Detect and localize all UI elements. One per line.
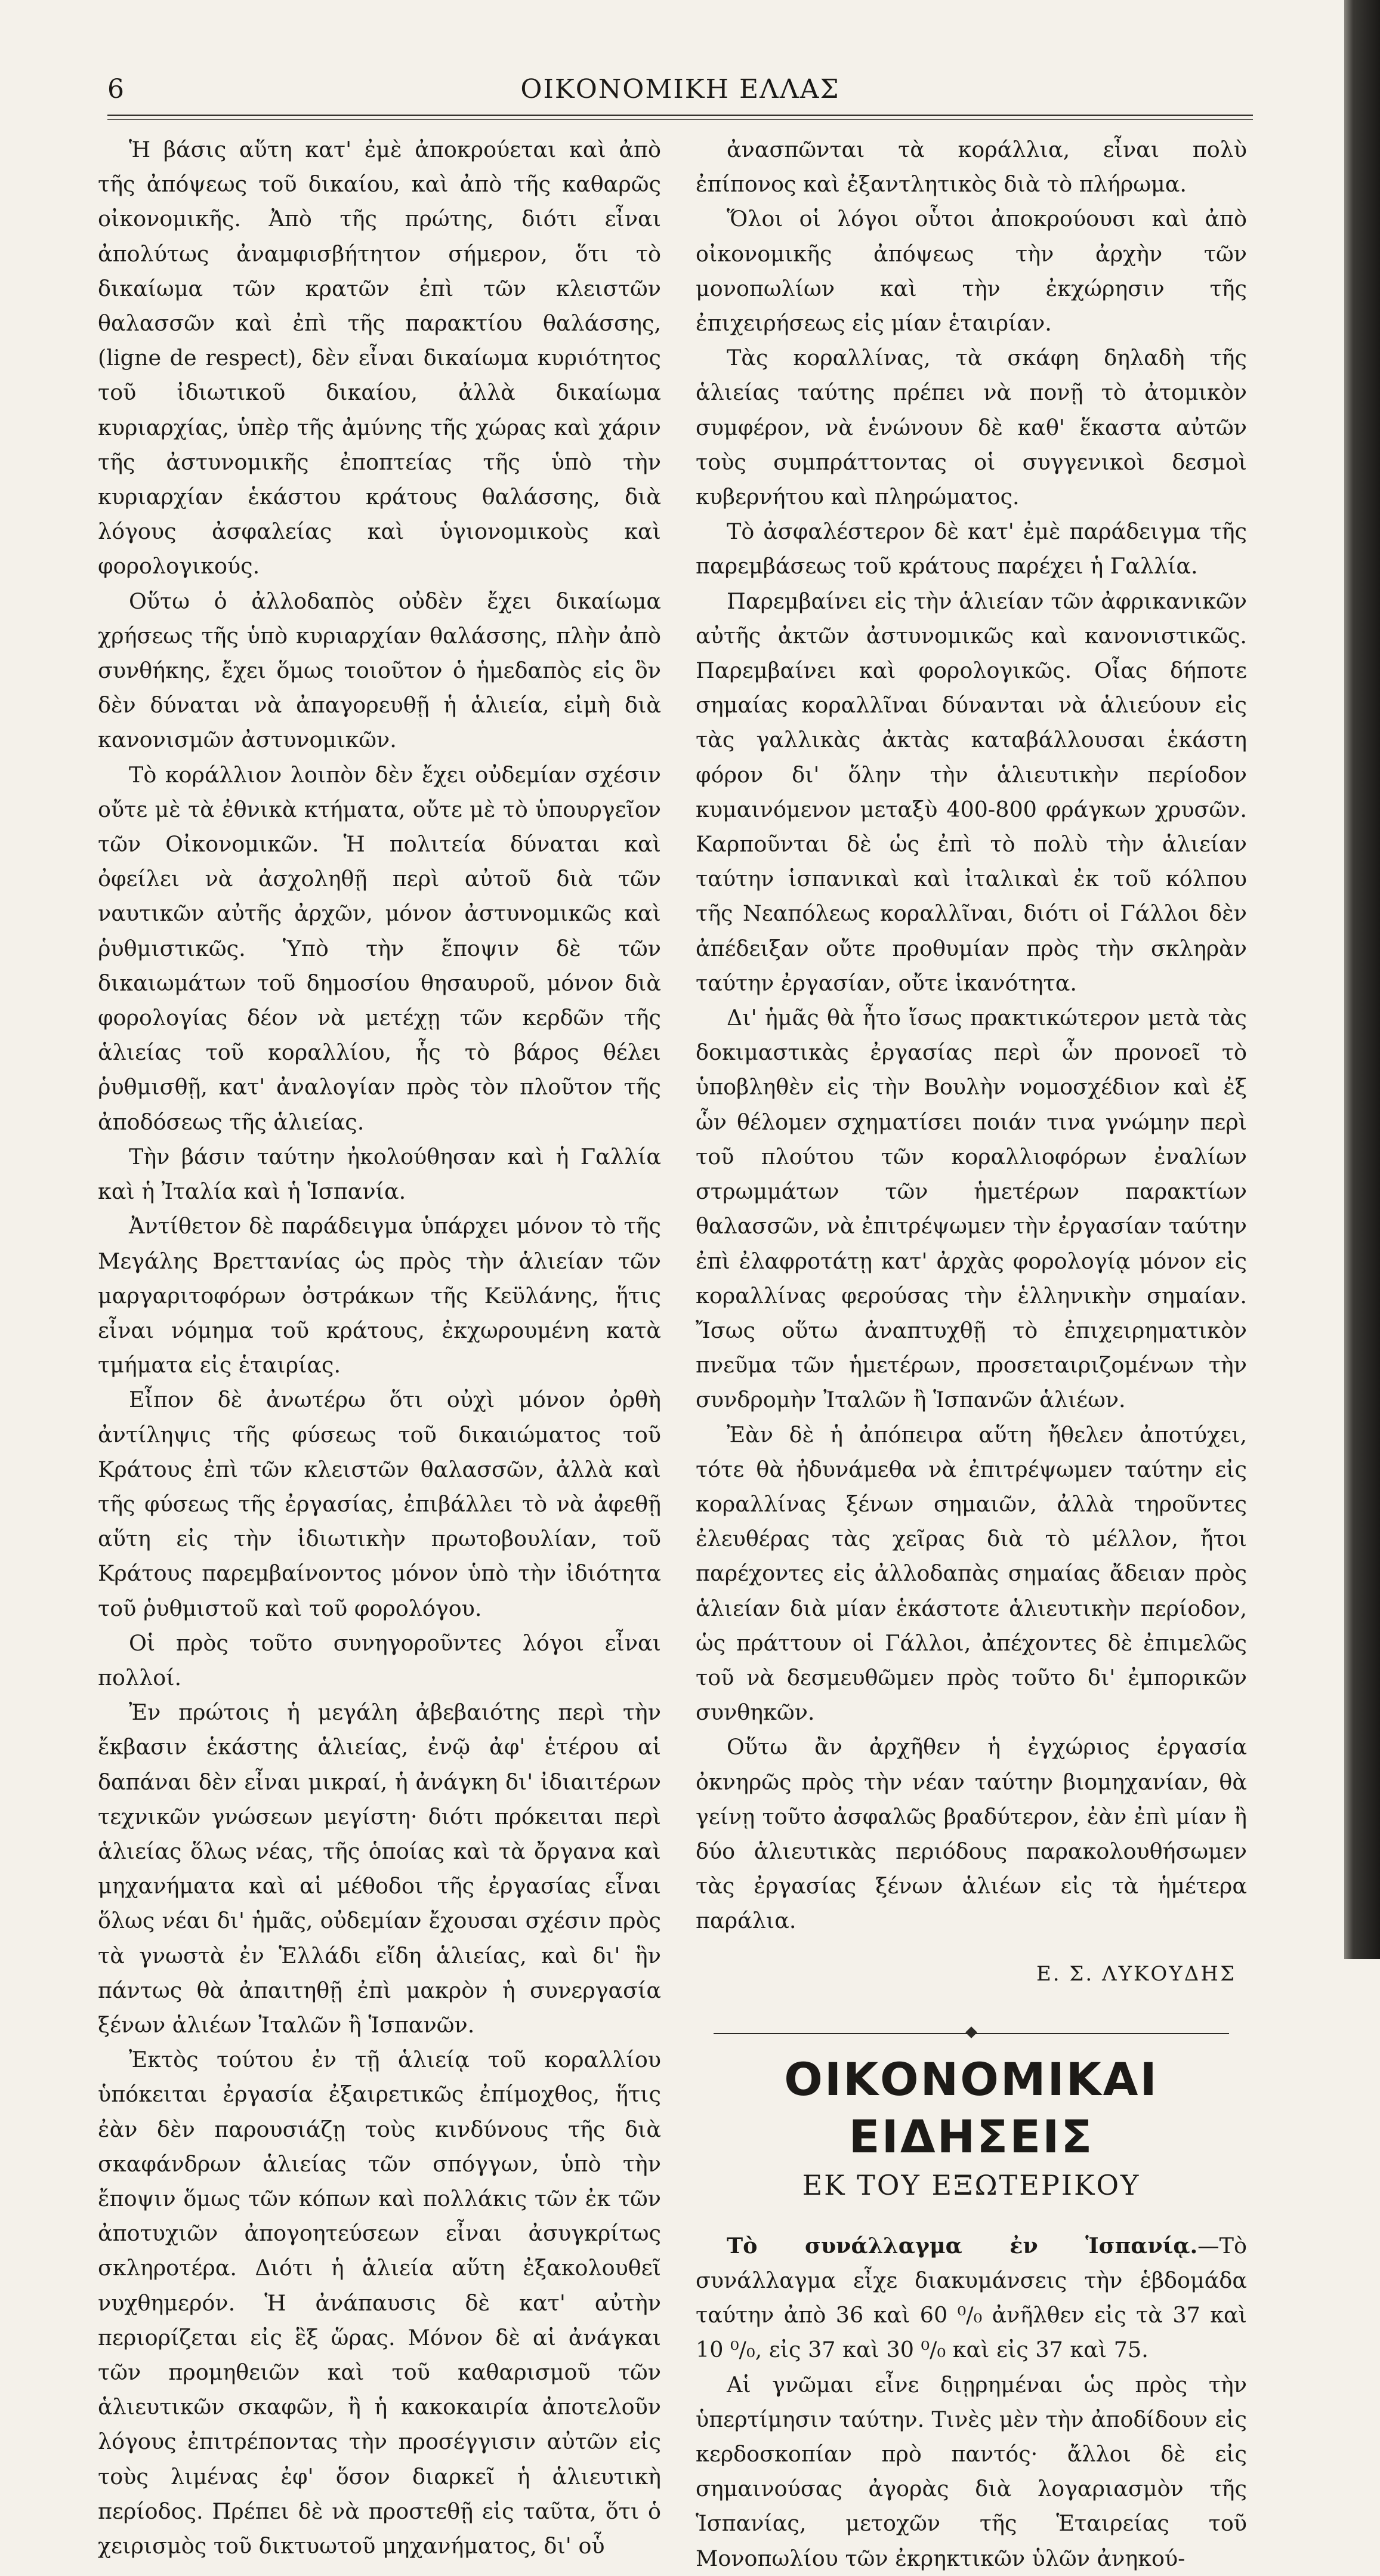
- running-head: [107, 67, 1253, 115]
- author-signature: Ε. Σ. ΛΥΚΟΥΔΗΣ: [1036, 1961, 1236, 1986]
- paragraph: Ἡ βάσις αὕτη κατ' ἐμὲ ἀποκρούεται καὶ ἀπὸ τῆς ἀπόψεως τοῦ δικαίου, καὶ ἀπὸ τῆς καθαρῶς οἰκονομικῆς. Ἀπὸ τῆς πρώτης, διότι εἶναι ἀπολύτως ἀναμφισβήτητον σήμερον, ὅτι τὸ δικαίωμα τῶν κρατῶν ἐπὶ τῶν κλειστῶν θαλασσῶν καὶ ἐπὶ τῆς παρακτίου θαλάσσης, (ligne de respect), δὲν εἶναι δικαίωμα κυριότητος τοῦ ἰδιωτικοῦ δικαίου, ἀλλὰ δικαίωμα κυριαρχίας, ὑπὲρ τῆς ἀμύνης τῆς χώρας καὶ χάριν τῆς ἀστυνομικῆς ἐποπτείας τῆς ὑπὸ τὴν κυριαρχίαν ἑκάστου κράτους θαλάσσης, διὰ λόγους ἀσφαλείας καὶ ὑγιονομικοὺς καὶ φορολογικούς.: [98, 137, 661, 579]
- paragraph: Τὴν βάσιν ταύτην ἠκολούθησαν καὶ ἡ Γαλλία καὶ ἡ Ἰταλία καὶ ἡ Ἱσπανία.: [98, 1143, 661, 1205]
- page-number: 6: [107, 74, 124, 104]
- right-column: [696, 132, 1247, 2576]
- header-rule: [107, 115, 1253, 116]
- paragraph: Τὰς κοραλλίνας, τὰ σκάφη δηλαδὴ τῆς ἁλιείας ταύτης πρέπει νὰ πονῇ τὸ ἀτομικὸν συμφέρον, νὰ ἑνώνουν δὲ καθ' ἕκαστα αὐτῶν τοὺς συμπράττοντας οἱ συγγενικοὶ δεσμοὶ κυβερνήτου καὶ πληρώματος.: [696, 345, 1247, 510]
- news-item: [696, 2229, 1247, 2368]
- paragraph: Τὸ ἀσφαλέστερον δὲ κατ' ἐμὲ παράδειγμα τῆς παρεμβάσεως τοῦ κράτους παρέχει ἡ Γαλλία.: [696, 519, 1247, 579]
- paragraph: Δι' ἡμᾶς θὰ ἦτο ἴσως πρακτικώτερον μετὰ τὰς δοκιμαστικὰς ἐργασίας περὶ ὧν προνοεῖ τὸ ὑποβληθὲν εἰς τὴν Βουλὴν νομοσχέδιον καὶ ἐξ ὧν θέλομεν σχηματίσει ποιάν τινα γνώμην περὶ τοῦ πλούτου τῶν κοραλλιοφόρων ἐναλίων στρωμμάτων τῶν ἡμετέρων παρακτίων θαλασσῶν, νὰ ἐπιτρέψωμεν τὴν ἐργασίαν ταύτην ἐπὶ ἐλαφροτάτῃ κατ' ἀρχὰς φορολογίᾳ μόνον εἰς κοραλλίνας φερούσας τὴν ἑλληνικὴν σημαίαν. Ἴσως οὕτω ἀναπτυχθῇ τὸ ἐπιχειρηματικὸν πνεῦμα τῶν ἡμετέρων, προσεταιριζομένων τὴν συνδρομὴν Ἰταλῶν ἢ Ἱσπανῶν ἁλιέων.: [696, 1005, 1247, 1413]
- header-rule-thin: [107, 119, 1253, 120]
- paragraph: Τὸ κοράλλιον λοιπὸν δὲν ἔχει οὐδεμίαν σχέσιν οὔτε μὲ τὰ ἐθνικὰ κτήματα, οὔτε μὲ τὸ ὑπουργεῖον τῶν Οἰκονομικῶν. Ἡ πολιτεία δύναται καὶ ὀφείλει νὰ ἀσχοληθῇ περὶ αὐτοῦ διὰ τῶν ναυτικῶν αὐτῆς ἀρχῶν, μόνον ἀστυνομικῶς καὶ ῥυθμιστικῶς. Ὑπὸ τὴν ἔποψιν δὲ τῶν δικαιωμάτων τοῦ δημοσίου θησαυροῦ, μόνον διὰ φορολογίας δέον νὰ μετέχῃ τῶν κερδῶν τῆς ἁλιείας τοῦ κοραλλίου, ἧς τὸ βάρος θέλει ῥυθμισθῇ, κατ' ἀναλογίαν πρὸς τὸν πλοῦτον τῆς ἀποδόσεως τῆς ἁλιείας.: [98, 761, 661, 1135]
- diamond-ornament-icon: [965, 2026, 977, 2038]
- paragraph: Οὕτω ὁ ἀλλοδαπὸς οὐδὲν ἔχει δικαίωμα χρήσεως τῆς ὑπὸ κυριαρχίαν θαλάσσης, πλὴν ἀπὸ συνθήκης, ἔχει ὅμως τοιοῦτον ὁ ἡμεδαπὸς εἰς ὃν δὲν δύναται νὰ ἀπαγορευθῇ ἡ ἁλιεία, εἰμὴ διὰ κανονισμῶν ἀστυνομικῶν.: [98, 588, 661, 753]
- section-title: ΟΙΚΟΝΟΜΙΚΑΙ ΕΙΔΗΣΕΙΣ: [784, 2052, 1159, 2163]
- journal-title: ΟΙΚΟΝΟΜΙΚΗ ΕΛΛΑΣ: [520, 74, 840, 104]
- paragraph: Ἐὰν δὲ ἡ ἀπόπειρα αὕτη ἤθελεν ἀποτύχει, τότε θὰ ἠδυνάμεθα νὰ ἐπιτρέψωμεν ταύτην εἰς κοραλλίνας ξένων σημαιῶν, ἀλλὰ τηροῦντες ἐλευθέρας τὰς χεῖρας διὰ τὸ μέλλον, ἤτοι παρέχοντες εἰς ἀλλοδαπὰς σημαίας ἄδειαν πρὸς ἁλιείαν διὰ μίαν ἑκάστοτε ἁλιευτικὴν περίοδον, ὡς πράττουν οἱ Γάλλοι, ἀπέχοντες δὲ ἐπιμελῶς τοῦ νὰ δεσμευθῶμεν πρὸς τοῦτο δι' ἐμπορικῶν συνθηκῶν.: [696, 1421, 1247, 1726]
- news-item-heading: Τὸ συνάλλαγμα ἐν Ἱσπανίᾳ.: [727, 2232, 1198, 2259]
- paragraph: Οἱ πρὸς τοῦτο συνηγοροῦντες λόγοι εἶναι πολλοί.: [98, 1630, 661, 1690]
- paragraph: Ἐκτὸς τούτου ἐν τῇ ἁλιείᾳ τοῦ κοραλλίου ὑπόκειται ἐργασία ἐξαιρετικῶς ἐπίμοχθος, ἥτις ἐὰν δὲν παρουσιάζῃ τοὺς κινδύνους τῆς διὰ σκαφάνδρων ἁλιείας τῶν σπόγγων, ὑπὸ τὴν ἔποψιν ὅμως τῶν κόπων καὶ πολλάκις τῶν ἐκ τῶν ἀποτυχιῶν ἀπογοητεύσεων εἶναι ἀσυγκρίτως σκληροτέρα. Διότι ἡ ἁλιεία αὕτη ἐξακολουθεῖ νυχθημερόν. Ἡ ἀνάπαυσις δὲ κατ' αὐτὴν περιορίζεται εἰς ἓξ ὥρας. Μόνον δὲ αἱ ἀνάγκαι τῶν προμηθειῶν καὶ τοῦ καθαρισμοῦ τῶν ἁλιευτικῶν σκαφῶν, ἢ ἡ κακοκαιρία ἀποτελοῦν λόγους ἐπιτρέποντας τὴν προσέγγισιν αὐτῶν εἰς τοὺς λιμένας ἐφ' ὅσον διαρκεῖ ἡ ἁλιευτικὴ περίοδος. Πρέπει δὲ νὰ προστεθῇ εἰς ταῦτα, ὅτι ὁ χειρισμὸς τοῦ δικτυωτοῦ μηχανήματος, δι' οὗ: [98, 2047, 661, 2559]
- news-item-continuation: Αἱ γνῶμαι εἶνε διῃρημέναι ὡς πρὸς τὴν ὑπερτίμησιν ταύτην. Τινὲς μὲν τὴν ἀποδίδουν εἰς κερδοσκοπίαν πρὸ παντός· ἄλλοι δὲ εἰς σημαινούσας ἀγορὰς διὰ λογαριασμὸν τῆς Ἱσπανίας, μετοχῶν τῆς Ἑταιρείας τοῦ Μονοπωλίου τῶν ἐκρηκτικῶν ὑλῶν ἀνηκού-: [696, 2371, 1247, 2571]
- paragraph: Εἶπον δὲ ἀνωτέρω ὅτι οὐχὶ μόνον ὀρθὴ ἀντίληψις τῆς φύσεως τοῦ δικαιώματος τοῦ Κράτους ἐπὶ τῶν κλειστῶν θαλασσῶν, ἀλλὰ καὶ τῆς φύσεως τῆς ἐργασίας, ἐπιβάλλει τὸ νὰ ἀφεθῇ αὕτη εἰς τὴν ἰδιωτικὴν πρωτοβουλίαν, τοῦ Κράτους παρεμβαίνοντος μόνον ὑπὸ τὴν ἰδιότητα τοῦ ῥυθμιστοῦ καὶ τοῦ φορολόγου.: [98, 1387, 661, 1621]
- news-item-text: —Τὸ συνάλλαγμα εἶχε διακυμάνσεις τὴν ἑβδομάδα ταύτην ἀπὸ 36 καὶ 60 ⁰/₀ ἀνῆλθεν εἰς τὰ 37 καὶ 10 ⁰/₀, εἰς 37 καὶ 30 ⁰/₀ καὶ εἰς 37 καὶ 75.: [696, 2232, 1247, 2363]
- paragraph: Ὅλοι οἱ λόγοι οὗτοι ἀποκρούουσι καὶ ἀπὸ οἰκονομικῆς ἀπόψεως τὴν ἀρχὴν τῶν μονοπωλίων καὶ τὴν ἐκχώρησιν τῆς ἐπιχειρήσεως εἰς μίαν ἑταιρίαν.: [696, 206, 1247, 337]
- paragraph: Παρεμβαίνει εἰς τὴν ἁλιείαν τῶν ἀφρικανικῶν αὐτῆς ἀκτῶν ἀστυνομικῶς καὶ κανονιστικῶς. Παρεμβαίνει καὶ φορολογικῶς. Οἷας δήποτε σημαίας κοραλλῖναι δύνανται νὰ ἁλιεύουν εἰς τὰς γαλλικὰς ἀκτὰς καταβάλλουσαι ἑκάστη φόρον δι' ὅλην τὴν ἁλιευτικὴν περίοδον κυμαινόμενον μεταξὺ 400-800 φράγκων χρυσῶν. Καρποῦνται δὲ ὡς ἐπὶ τὸ πολὺ τὴν ἁλιείαν ταύτην ἱσπανικαὶ καὶ ἰταλικαὶ ἐκ τοῦ κόλπου τῆς Νεαπόλεως κοραλλῖναι, διότι οἱ Γάλλοι δὲν ἀπέδειξαν οὔτε προθυμίαν πρὸς τὴν σκληρὰν ταύτην ἐργασίαν, οὔτε ἱκανότητα.: [696, 588, 1247, 996]
- page-edge-shadow: [1344, 0, 1380, 1959]
- left-column: [98, 132, 661, 2563]
- paragraph: Οὕτω ἂν ἀρχῆθεν ἡ ἐγχώριος ἐργασία ὀκνηρῶς πρὸς τὴν νέαν ταύτην βιομηχανίαν, θὰ γείνῃ τοῦτο ἀσφαλῶς βραδύτερον, ἐὰν ἐπὶ μίαν ἢ δύο ἁλιευτικὰς περιόδους παρακολουθήσωμεν τὰς ἐργασίας ξένων ἁλιέων εἰς τὰ ἡμέτερα παράλια.: [696, 1734, 1247, 1934]
- section-divider: [696, 2025, 1247, 2043]
- section-subtitle: ΕΚ ΤΟΥ ΕΞΩΤΕΡΙΚΟΥ: [802, 2168, 1141, 2201]
- paragraph: Ἐν πρώτοις ἡ μεγάλη ἀβεβαιότης περὶ τὴν ἔκβασιν ἑκάστης ἁλιείας, ἐνῷ ἀφ' ἑτέρου αἱ δαπάναι δὲν εἶναι μικραί, ἡ ἀνάγκη δι' ἰδιαιτέρων τεχνικῶν γνώσεων μεγίστη· διότι πρόκειται περὶ ἁλιείας ὅλως νέας, τῆς ὁποίας καὶ τὰ ὄργανα καὶ μηχανήματα καὶ αἱ μέθοδοι τῆς ἐργασίας εἶναι ὅλως νέαι δι' ἡμᾶς, οὐδεμίαν ἔχουσαι σχέσιν πρὸς τὰ γνωστὰ ἐν Ἑλλάδι εἴδη ἁλιείας, καὶ δι' ἣν πάντως θὰ ἀπαιτηθῇ ἐπὶ μακρὸν ἡ συνεργασία ξένων ἁλιέων Ἰταλῶν ἢ Ἱσπανῶν.: [98, 1699, 661, 2038]
- paragraph: ἀνασπῶνται τὰ κοράλλια, εἶναι πολὺ ἐπίπονος καὶ ἐξαντλητικὸς διὰ τὸ πλήρωμα.: [696, 137, 1247, 198]
- paragraph: Ἀντίθετον δὲ παράδειγμα ὑπάρχει μόνον τὸ τῆς Μεγάλης Βρεττανίας ὡς πρὸς τὴν ἁλιείαν τῶν μαργαριτοφόρων ὀστράκων τῆς Κεϋλάνης, ἥτις εἶναι νόμημα τοῦ κράτους, ἐκχωρουμένη κατὰ τμήματα εἰς ἑταιρίας.: [98, 1213, 661, 1378]
